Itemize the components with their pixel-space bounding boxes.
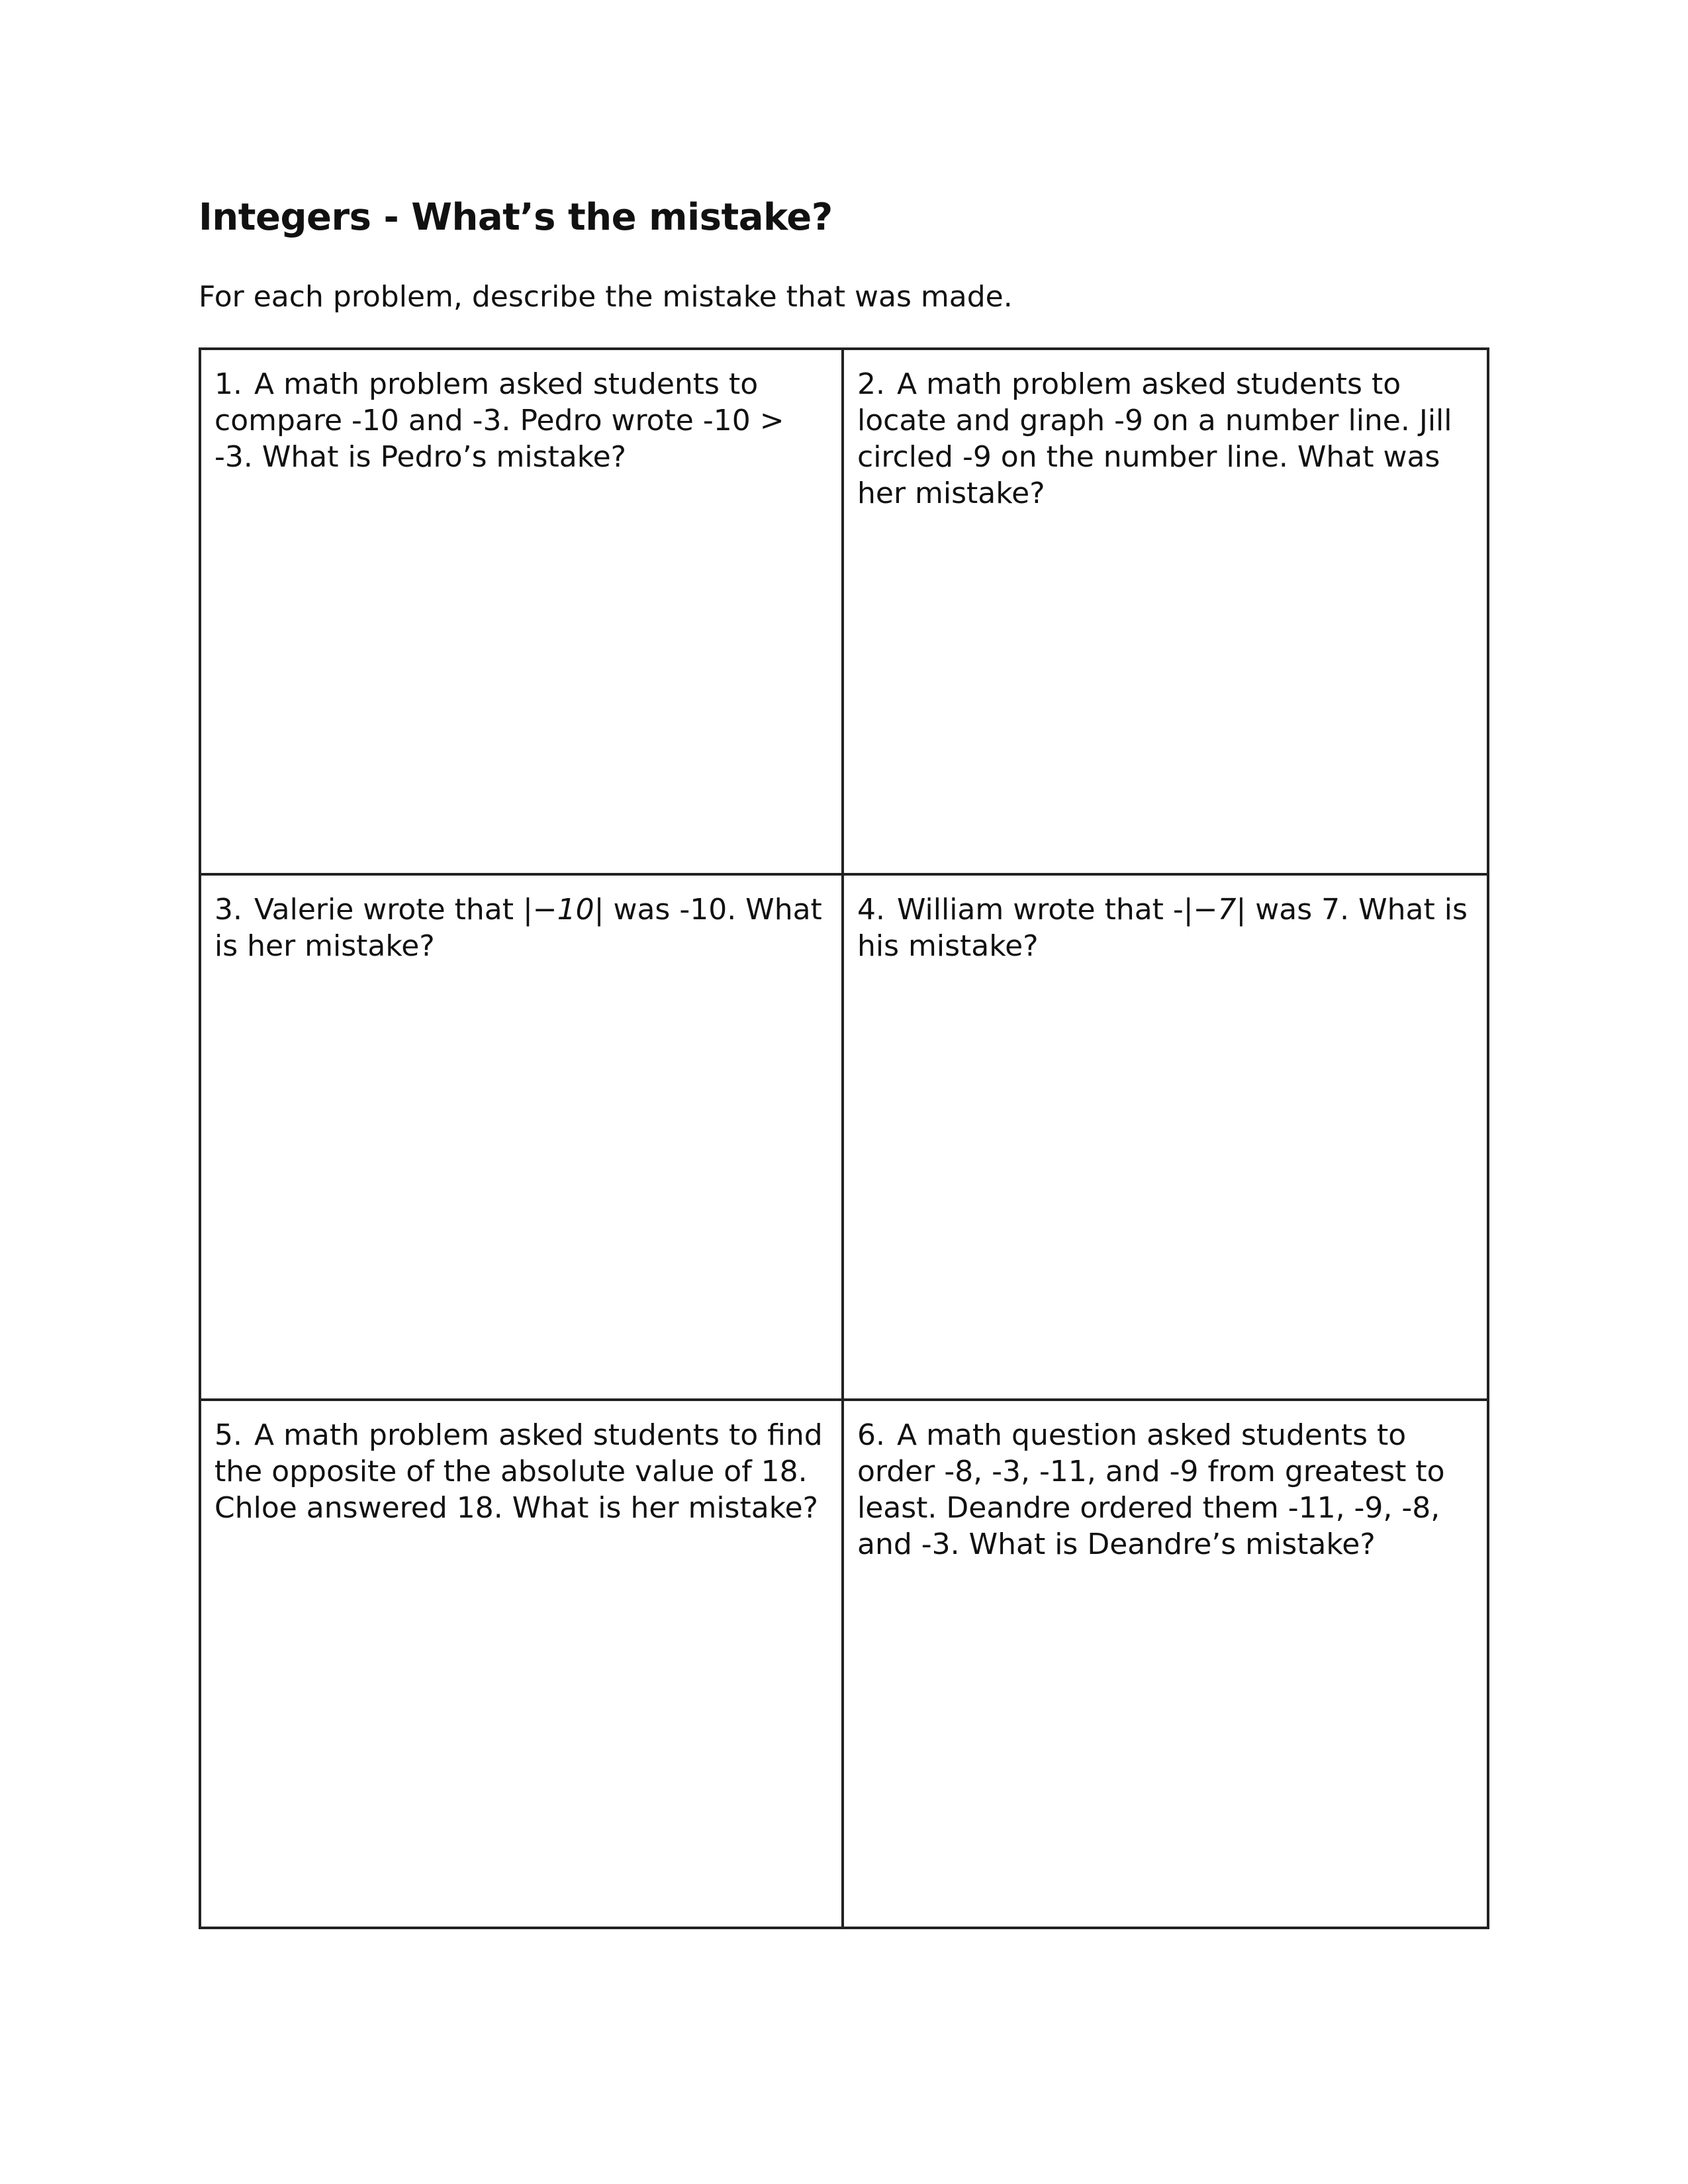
problem-3-cell[interactable]	[201, 876, 844, 1401]
problem-grid	[199, 347, 1489, 1929]
problem-text: A math problem asked students to locate and graph -9 on a number line. Jill circled -9 on the number line. What was her mistake?	[857, 367, 1452, 510]
problem-text-post: was 7. What is his mistake?	[857, 893, 1468, 963]
problem-number: 2.	[857, 367, 885, 401]
absolute-value-expression: |−10|	[522, 893, 604, 927]
problem-text: A math problem asked students to compare -10 and -3. Pedro wrote -10 > -3. What is Pedro’s mistake?	[214, 367, 784, 474]
instructions: For each problem, describe the mistake that was made.	[199, 280, 1013, 314]
absolute-value-expression: |−7|	[1183, 893, 1246, 927]
problem-number: 4.	[857, 893, 885, 927]
problem-6-cell[interactable]	[844, 1401, 1487, 1927]
problem-text-pre: William wrote that -	[896, 893, 1184, 927]
problem-5-cell[interactable]	[201, 1401, 844, 1927]
problem-1-cell[interactable]	[201, 350, 844, 876]
worksheet-title: Integers - What’s the mistake?	[199, 196, 833, 239]
problem-number: 6.	[857, 1418, 885, 1452]
problem-text-pre: Valerie wrote that	[254, 893, 523, 927]
problem-text: A math question asked students to order -8, -3, -11, and -9 from greatest to least. Deandre ordered them -11, -9, -8, and -3. What is Deandre’s mistake?	[857, 1418, 1445, 1561]
problem-number: 3.	[214, 893, 242, 927]
problem-number: 1.	[214, 367, 242, 401]
problem-text-post: was -10. What is her mistake?	[214, 893, 822, 963]
problem-4-cell[interactable]	[844, 876, 1487, 1401]
problem-2-cell[interactable]	[844, 350, 1487, 876]
problem-text: A math problem asked students to find the opposite of the absolute value of 18. Chloe answered 18. What is her mistake?	[214, 1418, 823, 1525]
problem-number: 5.	[214, 1418, 242, 1452]
